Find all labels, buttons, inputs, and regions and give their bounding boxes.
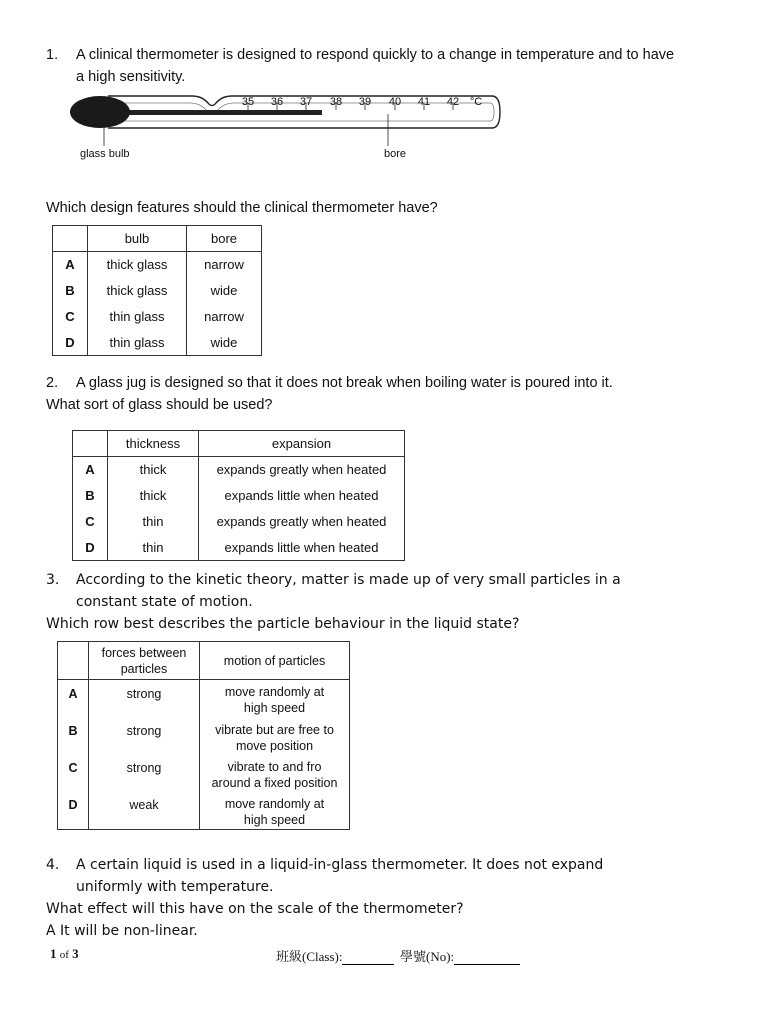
table-cell: move randomly at high speed [200, 680, 350, 718]
question-text: uniformly with temperature. [76, 879, 274, 895]
table-cell: vibrate but are free to move position [200, 718, 350, 755]
scale-label: 41 [417, 96, 431, 108]
table-cell: narrow [187, 252, 262, 278]
answer-table-1 [52, 225, 262, 356]
option-letter: B [73, 483, 108, 509]
question-1 [46, 44, 746, 88]
table-cell: wide [187, 330, 262, 356]
table-row [73, 509, 405, 535]
question-prompt: What effect will this have on the scale of the thermometer? [46, 901, 464, 917]
table-row [58, 680, 350, 718]
question-3 [46, 569, 746, 635]
table-cell: expands little when heated [199, 535, 405, 561]
class-label: 班級(Class): [276, 949, 343, 964]
table-cell: thick glass [88, 278, 187, 304]
table-row [58, 718, 350, 755]
option-letter: D [53, 330, 88, 356]
question-2 [46, 372, 746, 416]
option-letter: D [73, 535, 108, 561]
mercury-column [120, 110, 322, 115]
table-cell: strong [89, 718, 200, 755]
scale-label: 40 [388, 96, 402, 108]
scale-label: 38 [329, 96, 343, 108]
question-number: 3. [46, 572, 60, 588]
table-cell: weak [89, 792, 200, 830]
table-cell: thick [108, 457, 199, 483]
table-cell: strong [89, 755, 200, 792]
scale-label: 35 [241, 96, 255, 108]
table-cell: thin glass [88, 304, 187, 330]
question-number: 4. [46, 857, 60, 873]
bore-label: bore [384, 148, 407, 160]
answer-table-2 [72, 430, 405, 561]
answer-text: A It will be non-linear. [46, 923, 198, 939]
option-letter: B [53, 278, 88, 304]
glass-bulb [70, 96, 130, 128]
table-cell: expands greatly when heated [199, 457, 405, 483]
class-blank[interactable] [342, 964, 394, 965]
column-header: bulb [88, 226, 187, 252]
option-letter: A [53, 252, 88, 278]
table-row [53, 330, 262, 356]
option-letter: C [53, 304, 88, 330]
table-cell: narrow [187, 304, 262, 330]
table-cell: wide [187, 278, 262, 304]
table-cell: strong [89, 680, 200, 718]
option-letter: C [73, 509, 108, 535]
student-number-blank[interactable] [454, 964, 520, 965]
column-header: expansion [199, 431, 405, 457]
question-text: a high sensitivity. [76, 69, 186, 85]
answer-table-3 [57, 641, 350, 830]
table-cell: move randomly at high speed [200, 792, 350, 830]
question-number: 1. [46, 47, 59, 63]
question-prompt: What sort of glass should be used? [46, 397, 273, 413]
table-cell: thick [108, 483, 199, 509]
table-cell: expands greatly when heated [199, 509, 405, 535]
question-prompt: Which row best describes the particle behaviour in the liquid state? [46, 616, 520, 632]
scale-label: 39 [358, 96, 372, 108]
student-number-label: 學號(No): [400, 949, 455, 964]
option-letter: D [58, 792, 89, 830]
question-4 [46, 854, 746, 942]
option-letter: B [58, 718, 89, 755]
table-row [53, 252, 262, 278]
table-row [58, 792, 350, 830]
student-number-field[interactable] [400, 946, 520, 965]
column-header: motion of particles [200, 642, 350, 680]
column-header: bore [187, 226, 262, 252]
table-cell: expands little when heated [199, 483, 405, 509]
class-field[interactable] [276, 946, 394, 965]
table-row [73, 483, 405, 509]
question-text: constant state of motion. [76, 594, 253, 610]
table-cell: vibrate to and fro around a fixed position [200, 755, 350, 792]
page-number: 1 of 3 [50, 946, 79, 961]
table-row [53, 304, 262, 330]
glass-bulb-label: glass bulb [80, 148, 130, 160]
table-cell: thin [108, 509, 199, 535]
scale-label: 36 [270, 96, 284, 108]
option-letter: A [73, 457, 108, 483]
scale-unit: °C [469, 96, 483, 108]
table-row [73, 535, 405, 561]
option-letter: A [58, 680, 89, 718]
column-header: forces between particles [89, 642, 200, 680]
scale-label: 37 [299, 96, 313, 108]
thermometer-diagram [60, 88, 510, 168]
question-text: A glass jug is designed so that it does not break when boiling water is poured into it. [76, 375, 613, 391]
scale-label: 42 [446, 96, 460, 108]
table-row [53, 278, 262, 304]
column-header: thickness [108, 431, 199, 457]
question-text: A certain liquid is used in a liquid-in-glass thermometer. It does not expand [76, 857, 604, 873]
question-text: A clinical thermometer is designed to respond quickly to a change in temperature and to have [76, 47, 675, 63]
table-cell: thick glass [88, 252, 187, 278]
table-cell: thin glass [88, 330, 187, 356]
table-row [73, 457, 405, 483]
question-number: 2. [46, 375, 59, 391]
question-text: According to the kinetic theory, matter is made up of very small particles in a [76, 572, 621, 588]
table-cell: thin [108, 535, 199, 561]
option-letter: C [58, 755, 89, 792]
table-row [58, 755, 350, 792]
question-1-prompt: Which design features should the clinical thermometer have? [46, 200, 438, 216]
